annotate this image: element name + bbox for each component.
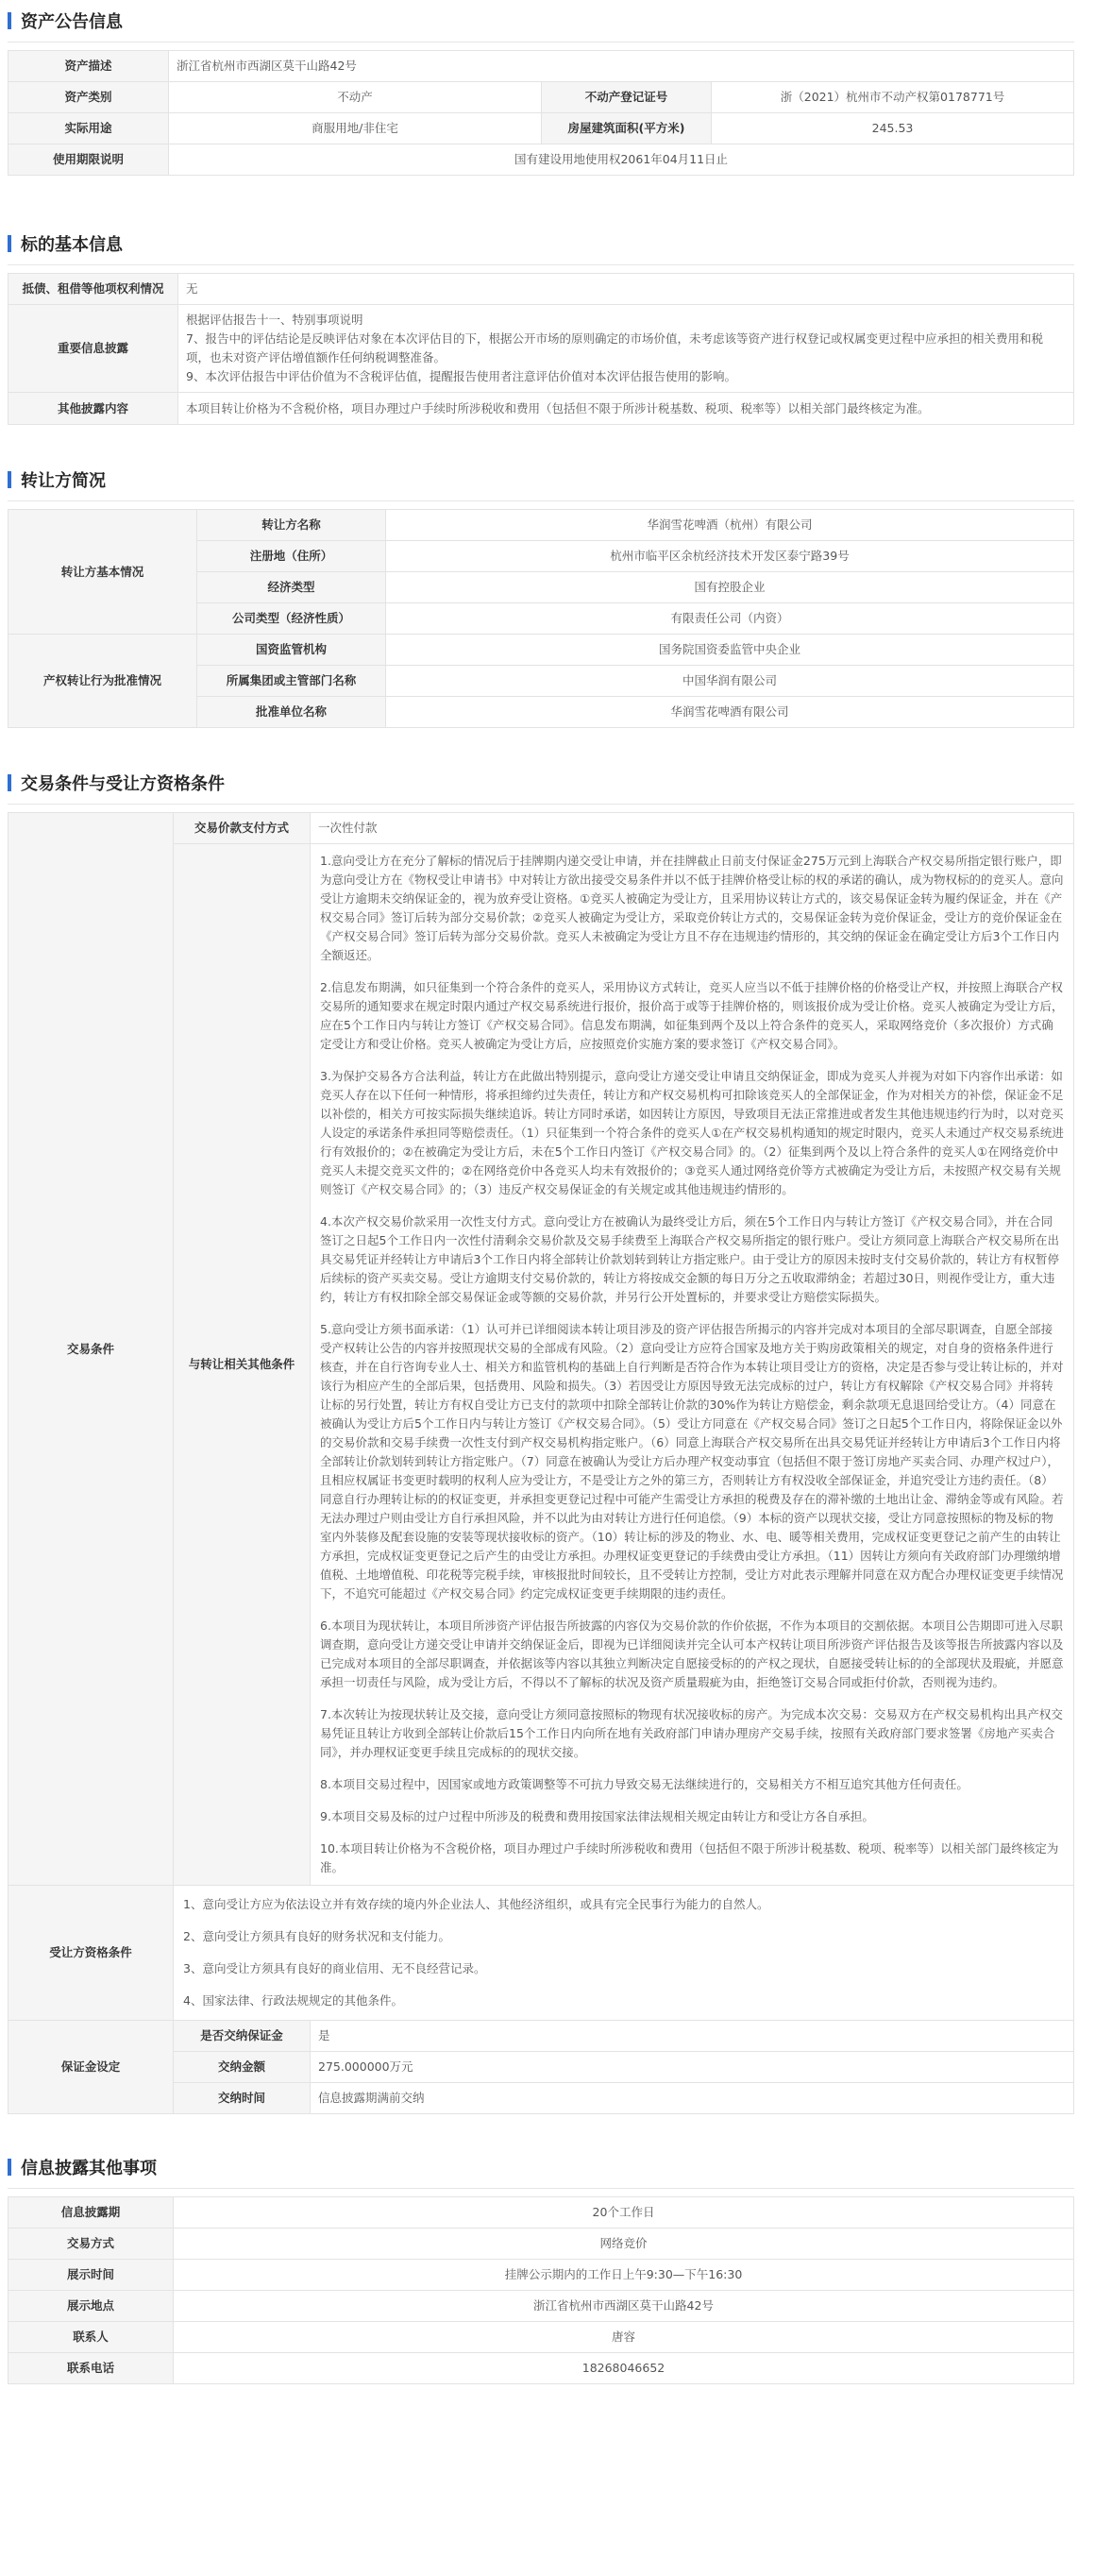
basic-section-title: 标的基本信息 <box>21 235 123 255</box>
trade-method-label: 交易方式 <box>8 2229 174 2260</box>
deposit-time-value: 信息披露期满前交纳 <box>311 2083 1074 2114</box>
asset-type-value: 不动产 <box>169 82 542 113</box>
deposit-time-label: 交纳时间 <box>174 2083 311 2114</box>
transferor-section <box>8 459 1074 728</box>
payment-method-label: 交易价款支付方式 <box>174 813 311 844</box>
trade-section-header <box>8 762 1074 805</box>
company-type-value: 有限责任公司（内资） <box>386 603 1074 635</box>
condition-paragraph: 7.本次转让为按现状转让及交接，意向受让方须同意按照标的物现有状况接收标的房产。为完成本次交易：交易双方在产权交易机构出具产权交易凭证且转让方收到全部转让价款后15个工作日内向所在地有关政府部门申请办理房产交易手续，按照有关政府部门要求签署《房地产买卖合同》，并办理权证变更手续且完成标的的现状交接。 <box>320 1707 1063 1759</box>
section-accent-bar <box>8 471 11 488</box>
other-table <box>8 2196 1074 2384</box>
qualification-content <box>174 1886 1074 2021</box>
qualification-item: 4、国家法律、行政法规规定的其他条件。 <box>183 1993 403 2008</box>
other-section-title: 信息披露其他事项 <box>21 2159 157 2178</box>
econ-type-value: 国有控股企业 <box>386 572 1074 603</box>
other-disclosure-label: 其他披露内容 <box>8 393 178 425</box>
transferor-addr-value: 杭州市临平区余杭经济技术开发区泰宁路39号 <box>386 541 1074 572</box>
basic-table <box>8 273 1074 425</box>
area-value: 245.53 <box>712 113 1074 144</box>
contact-value: 唐容 <box>174 2322 1074 2353</box>
contact-label: 联系人 <box>8 2322 174 2353</box>
trade-method-value: 网络竞价 <box>174 2229 1074 2260</box>
qualification-item: 1、意向受让方应为依法设立并有效存续的境内外企业法人、其他经济组织，或具有完全民事行为能力的自然人。 <box>183 1897 769 1911</box>
trade-table <box>8 812 1074 2114</box>
asset-desc-label: 资产描述 <box>8 51 169 82</box>
asset-table <box>8 50 1074 176</box>
area-label: 房屋建筑面积(平方米) <box>542 113 712 144</box>
parent-group-label: 所属集团或主管部门名称 <box>197 666 386 697</box>
term-label: 使用期限说明 <box>8 144 169 176</box>
qualification-item: 2、意向受让方须具有良好的财务状况和支付能力。 <box>183 1929 450 1943</box>
disclosure-period-label: 信息披露期 <box>8 2197 174 2229</box>
show-place-value: 浙江省杭州市西湖区莫干山路42号 <box>174 2291 1074 2322</box>
cert-value: 浙（2021）杭州市不动产权第0178771号 <box>712 82 1074 113</box>
deposit-required-label: 是否交纳保证金 <box>174 2021 311 2052</box>
disclosure-label: 重要信息披露 <box>8 305 178 393</box>
condition-paragraph: 2.信息发布期满，如只征集到一个符合条件的竞买人，采用协议方式转让，竞买人应当以不低于挂牌价格的价格受让产权，并按照上海联合产权交易所的通知要求在规定时限内通过产权交易系统进行报价，报价高于或等于挂牌价格的，则该报价成为受让价格。竞买人被确定为受让方后，应在5个工作日内与转让方签订《产权交易合同》。信息发布期满，如征集到两个及以上符合条件的竞买人，采取网络竞价（多次报价）方式确定受让方和受让价格。竞买人被确定为受让方后，应按照竞价实施方案的要求签订《产权交易合同》。 <box>320 980 1064 1051</box>
cert-label: 不动产登记证号 <box>542 82 712 113</box>
condition-paragraph: 6.本项目为现状转让，本项目所涉资产评估报告所披露的内容仅为交易价款的作价依据，不作为本项目的交割依据。本项目公告期即可进入尽职调查期，意向受让方递交受让申请并交纳保证金后，即视为已详细阅读并完全认可本产权转让项目所涉资产评估报告及该等报告所披露内容以及已完成对本项目的全部尽职调查，并依据该等内容以其独立判断决定自愿接受标的的产权之现状，自愿接受转让标的的全部现状及瑕疵，并愿意承担一切责任与风险，成为受让方后，不得以不了解标的状况及资产质量瑕疵为由，拒绝签订交易合同或拒付价款，否则视为违约。 <box>320 1618 1064 1689</box>
deposit-label: 保证金设定 <box>8 2021 174 2114</box>
condition-paragraph: 8.本项目交易过程中，因国家或地方政策调整等不可抗力导致交易无法继续进行的，交易相关方不相互追究其他方任何责任。 <box>320 1777 969 1791</box>
asset-section <box>8 0 1074 176</box>
approval-group-label: 产权转让行为批准情况 <box>8 635 197 728</box>
condition-paragraph: 1.意向受让方在充分了解标的情况后于挂牌期内递交受让申请，并在挂牌截止日前支付保证金275万元到上海联合产权交易所指定银行账户，即为意向受让方在《物权受让申请书》中对转让方欲出接受交易条件并以不低于挂牌价格受让标的权的承诺的确认，成为物权标的的竞买人。意向受让方逾期未交纳保证金的，视为放弃受让资格。①竞买人被确定为受让方，且采用协议转让方式的，该交易保证金转为履约保证金，并在《产权交易合同》签订后转为部分交易价款；②竞买人被确定为受让方，采取竞价转让方式的，交易保证金转为竞价保证金，受让方的竞价保证金在《产权交易合同》签订后转为部分交易价款。竞买人未被确定为受让方且不存在违规违约情形的，其交纳的保证金在确定受让方后3个工作日内全额返还。 <box>320 854 1064 962</box>
asset-section-header <box>8 0 1074 42</box>
use-value: 商服用地/非住宅 <box>169 113 542 144</box>
asset-desc-value: 浙江省杭州市西湖区莫干山路42号 <box>169 51 1074 82</box>
term-value: 国有建设用地使用权2061年04月11日止 <box>169 144 1074 176</box>
other-section <box>8 2146 1074 2384</box>
deposit-required-value: 是 <box>311 2021 1074 2052</box>
company-type-label: 公司类型（经济性质） <box>197 603 386 635</box>
show-time-value: 挂牌公示期内的工作日上午9:30—下午16:30 <box>174 2260 1074 2291</box>
use-label: 实际用途 <box>8 113 169 144</box>
condition-paragraph: 3.为保护交易各方合法利益，转让方在此做出特别提示，意向受让方递交受让申请且交纳保证金，即成为竞买人并视为对如下内容作出承诺：如竞买人存在以下任何一种情形，将承担缔约过失责任，转让方和产权交易机构可扣除该竞买人的全部保证金，作为对相关方的补偿，保证金不足以补偿的，相关方可按实际损失继续追诉。转让方同时承诺，如因转让方原因，导致项目无法正常推进或者发生其他违规违约行为时，以对竞买人设定的承诺条件承担同等赔偿责任。（1）只征集到一个符合条件的竞买人①在产权交易机构通知的规定时限内，竞买人未通过产权交易系统进行有效报价的；②在被确定为受让方后，未在5个工作日内签订《产权交易合同》的。（2）征集到两个及以上符合条件的竞买人①在网络竞价中竞买人未提交竞买文件的；②在网络竞价中各竞买人均未有效报价的；③竞买人通过网络竞价等方式被确定为受让方后，未按照产权交易有关规则签订《产权交易合同》的；（3）违反产权交易保证金的有关规定或其他违规违约情形的。 <box>320 1069 1064 1196</box>
disclosure-period-value: 20个工作日 <box>174 2197 1074 2229</box>
trade-conditions-label: 交易条件 <box>8 813 174 1886</box>
section-accent-bar <box>8 2159 11 2176</box>
regulator-value: 国务院国资委监管中央企业 <box>386 635 1074 666</box>
related-conditions-content <box>311 844 1074 1886</box>
basic-section <box>8 223 1074 425</box>
related-conditions-label: 与转让相关其他条件 <box>174 844 311 1886</box>
lease-label: 抵债、租借等他项权利情况 <box>8 274 178 305</box>
transferor-basic-group-label: 转让方基本情况 <box>8 510 197 635</box>
qualification-item: 3、意向受让方须具有良好的商业信用、无不良经营记录。 <box>183 1961 486 1975</box>
disclosure-value: 根据评估报告十一、特别事项说明 7、报告中的评估结论是反映评估对象在本次评估目的下，根据公开市场的原则确定的市场价值，未考虑该等资产进行权登记或权属变更过程中应承担的相关费用和税项，也未对资产评估增值额作任何纳税调整准备。 9、本次评估报告中评估价值为不含税评估值，提醒报告使用者注意评估价值对本次评估报告使用的影响。 <box>178 305 1074 393</box>
transferor-table <box>8 509 1074 728</box>
transferor-name-label: 转让方名称 <box>197 510 386 541</box>
trade-section <box>8 762 1074 2114</box>
deposit-amount-value: 275.000000万元 <box>311 2052 1074 2083</box>
other-section-header <box>8 2146 1074 2189</box>
phone-label: 联系电话 <box>8 2353 174 2384</box>
section-accent-bar <box>8 774 11 791</box>
show-time-label: 展示时间 <box>8 2260 174 2291</box>
condition-paragraph: 10.本项目转让价格为不含税价格，项目办理过户手续时所涉税收和费用（包括但不限于所涉计税基数、税项、税率等）以相关部门最终核定为准。 <box>320 1841 1059 1874</box>
show-place-label: 展示地点 <box>8 2291 174 2322</box>
section-accent-bar <box>8 235 11 252</box>
basic-section-header <box>8 223 1074 265</box>
condition-paragraph: 4.本次产权交易价款采用一次性支付方式。意向受让方在被确认为最终受让方后，须在5个工作日内与转让方签订《产权交易合同》，并在合同签订之日起5个工作日内一次性付清剩余交易价款及交易手续费至上海联合产权交易所指定的银行账户。受让方须同意上海联合产权交易所在出具交易凭证并经转让方申请后3个工作日内将全部转让价款划转到转让方指定账户。由于受让方的原因未按时支付交易价款的，转让方有权暂停后续标的资产买卖交易。受让方逾期支付交易价款的，转让方将按成交金额的每日万分之五收取滞纳金；若超过30日，则视作受让方，重大违约，转让方有权扣除全部交易保证金或等额的交易价款，并另行公开处置标的，并要求受让方赔偿实际损失。 <box>320 1214 1059 1304</box>
econ-type-label: 经济类型 <box>197 572 386 603</box>
deposit-amount-label: 交纳金额 <box>174 2052 311 2083</box>
approver-value: 华润雪花啤酒有限公司 <box>386 697 1074 728</box>
transferor-section-title: 转让方简况 <box>21 471 106 491</box>
trade-section-title: 交易条件与受让方资格条件 <box>21 774 225 794</box>
transferor-addr-label: 注册地（住所） <box>197 541 386 572</box>
transferor-name-value: 华润雪花啤酒（杭州）有限公司 <box>386 510 1074 541</box>
qualification-label: 受让方资格条件 <box>8 1886 174 2021</box>
transferor-section-header <box>8 459 1074 501</box>
phone-value[interactable]: 18268046652 <box>174 2353 1074 2384</box>
regulator-label: 国资监管机构 <box>197 635 386 666</box>
other-disclosure-value: 本项目转让价格为不含税价格，项目办理过户手续时所涉税收和费用（包括但不限于所涉计税基数、税项、税率等）以相关部门最终核定为准。 <box>178 393 1074 425</box>
approver-label: 批准单位名称 <box>197 697 386 728</box>
asset-type-label: 资产类别 <box>8 82 169 113</box>
asset-section-title: 资产公告信息 <box>21 12 123 32</box>
parent-group-value: 中国华润有限公司 <box>386 666 1074 697</box>
condition-paragraph: 9.本项目交易及标的过户过程中所涉及的税费和费用按国家法律法规相关规定由转让方和受让方各自承担。 <box>320 1809 874 1823</box>
condition-paragraph: 5.意向受让方须书面承诺：（1）认可并已详细阅读本转让项目涉及的资产评估报告所揭示的内容并完成对本项目的全部尽职调查，自愿全部接受产权转让公告的内容并按照现状交易的全部成有风险。（2）意向受让方应符合国家及地方关于购房政策相关的规定，对自身的资格条件进行核查，并在自行咨询专业人士、相关方和监管机构的基础上自行判断是否符合作为本转让项目受让方的资格，决定是否参与受让转让标的，并对该行为相应产生的全部后果，包括费用、风险和损失。（3）若因受让方原因导致无法完成标的过户，转让方有权解除《产权交易合同》并将转让标的另行处置，转让方有权自受让方已支付的款项中扣除全部转让价款的30%作为转让方赔偿金，剩余款项无息退回给受让方。（4）同意在被确认为受让方后5个工作日内与转让方签订《产权交易合同》。（5）受让方同意在《产权交易合同》签订之日起5个工作日内，将除保证金以外的交易价款和交易手续费一次性支付到产权交易机构指定账户。（6）同意上海联合产权交易所在出具交易凭证并经转让方申请后3个工作日内将全部转让价款划转到转让方指定账户。（7）同意在被确认为受让方后办理产权变动事宜（包括但不限于签订房地产买卖合同、办理产权过户），且相应权属证书变更时载明的权利人应为受让方，不是受让方之外的第三方，否则转让方有权没收全部保证金，并追究受让方违约责任。（8）同意自行办理转让标的的权证变更，并承担变更登记过程中可能产生需受让方承担的税费及存在的滞补缴的土地出让金、滞纳金等或有风险。若无法办理过户则由受让方自行承担风险，并不以此为由对转让方进行任何追偿。（9）本标的资产以现状交接，受让方同意按照标的物及标的物室内外装修及配套设施的安装等现状接收标的资产。（10）转让标的涉及的物业、水、电、暖等相关费用，完成权证变更登记之前产生的由转让方承担，完成权证变更登记之后产生的由受让方承担。办理权证变更登记的手续费由受让方承担。（11）因转让方须向有关政府部门办理缴纳增值税、土地增值税、印花税等完税手续，审核报批时间较长，且不受转让方控制，受让方对此表示理解并同意在双方配合办理权证变更手续情况下，不追究可能超过《产权交易合同》约定完成权证变更手续期限的违约责任。 <box>320 1322 1064 1601</box>
lease-value: 无 <box>178 274 1074 305</box>
payment-method-value: 一次性付款 <box>311 813 1074 844</box>
section-accent-bar <box>8 12 11 29</box>
